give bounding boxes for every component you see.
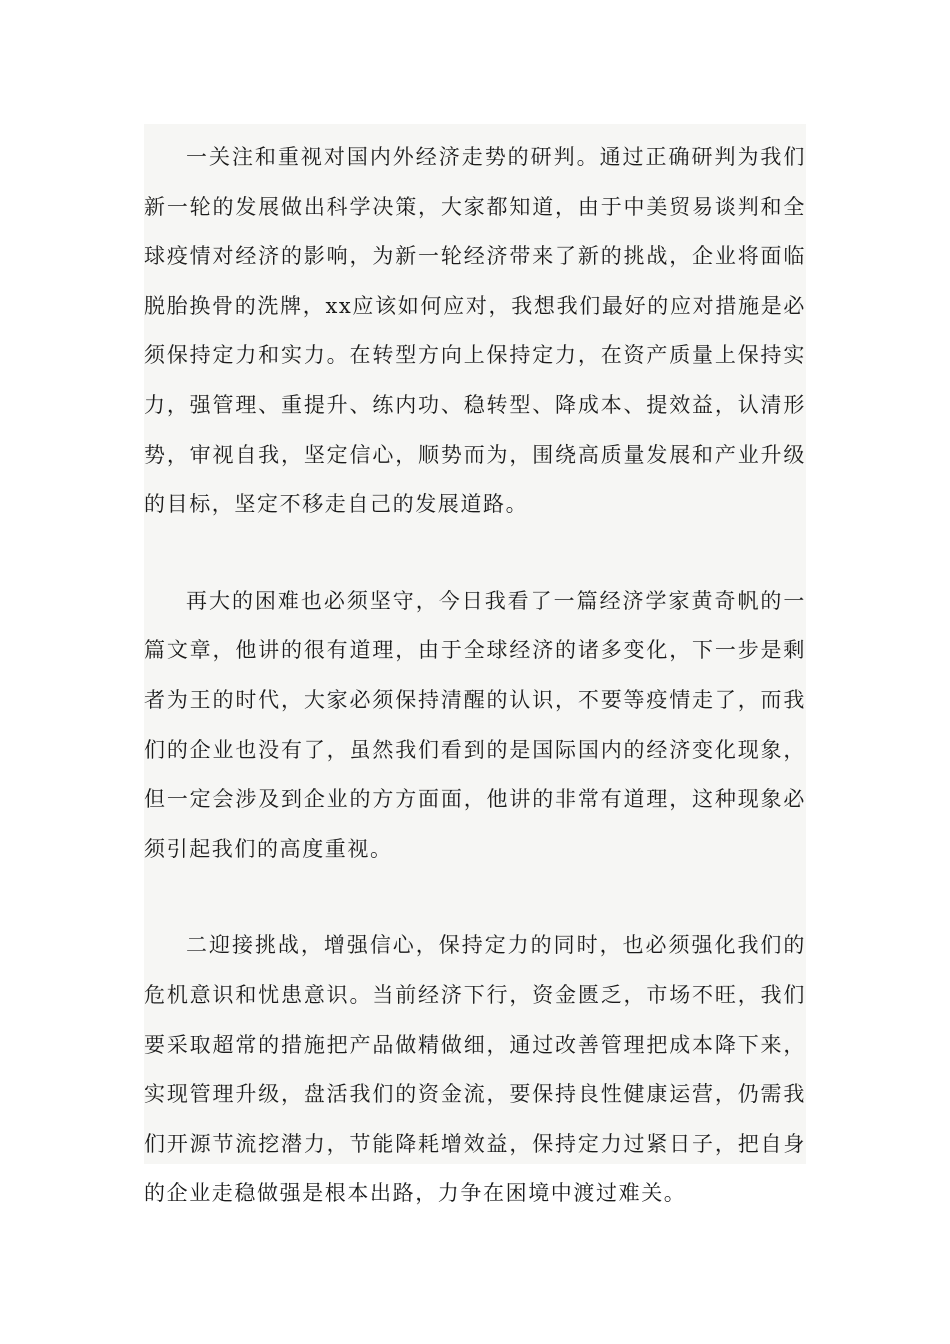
- text-block: [144, 124, 806, 1206]
- paragraph-3: 二迎接挑战，增强信心，保持定力的同时，也必须强化我们的危机意识和忧患意识。当前经济下行，资金匮乏，市场不旺，我们要采取超常的措施把产品做精做细，通过改善管理把成本降下来，实现管理升级，盘活我们的资金流，要保持良性健康运营，仍需我们开源节流挖潜力，节能降耗增效益，保持定力过紧日子，把自身的企业走稳做强是根本出路，力争在困境中渡过难关。: [144, 933, 806, 1206]
- paragraph-1: 一关注和重视对国内外经济走势的研判。通过正确研判为我们新一轮的发展做出科学决策，大家都知道，由于中美贸易谈判和全球疫情对经济的影响，为新一轮经济带来了新的挑战，企业将面临脱胎换骨的洗牌，xx应该如何应对，我想我们最好的应对措施是必须保持定力和实力。在转型方向上保持定力，在资产质量上保持实力，强管理、重提升、练内功、稳转型、降成本、提效益，认清形势，审视自我，坚定信心，顺势而为，围绕高质量发展和产业升级的目标，坚定不移走自己的发展道路。: [144, 145, 806, 517]
- paragraph-2: 再大的困难也必须坚守，今日我看了一篇经济学家黄奇帆的一篇文章，他讲的很有道理，由于全球经济的诸多变化，下一步是剩者为王的时代，大家必须保持清醒的认识，不要等疫情走了，而我们的企业也没有了，虽然我们看到的是国际国内的经济变化现象，但一定会涉及到企业的方方面面，他讲的非常有道理，这种现象必须引起我们的高度重视。: [144, 588, 806, 861]
